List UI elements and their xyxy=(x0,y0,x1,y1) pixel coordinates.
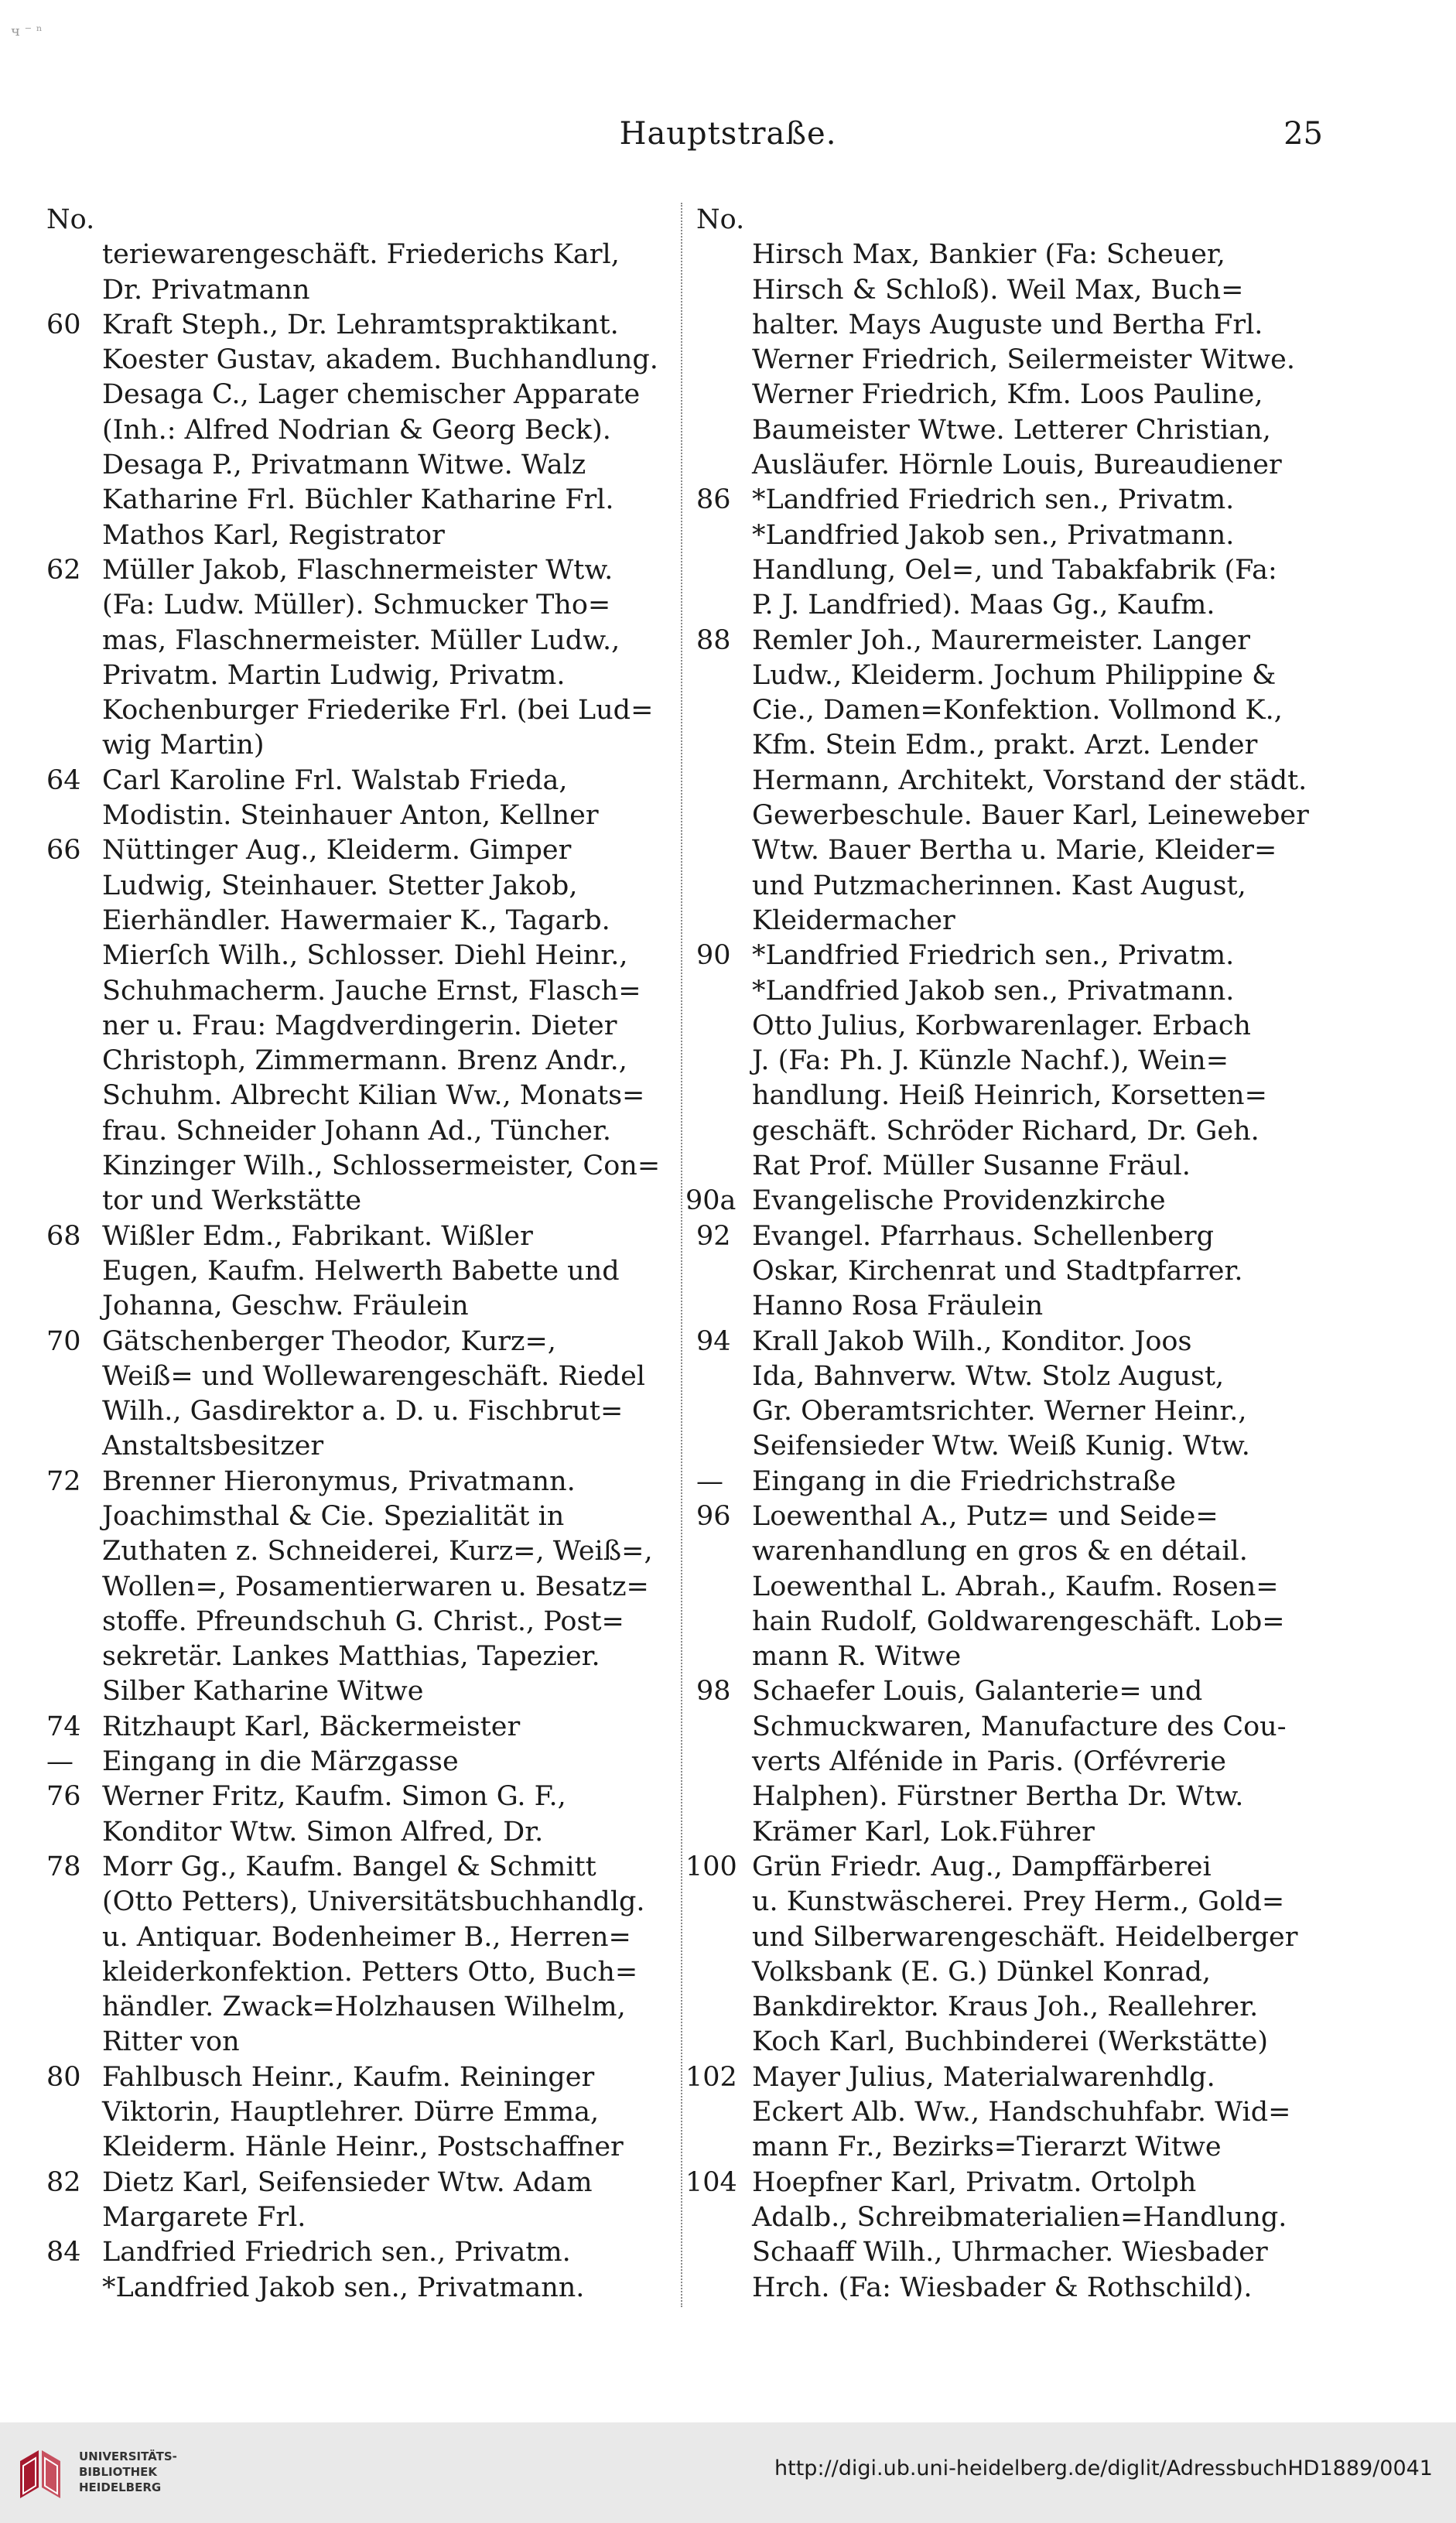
entry-line: Zuthaten z. Schneiderei, Kurz=, Weiß=, xyxy=(102,1536,653,1567)
address-entry xyxy=(696,1499,1331,1674)
house-number: 96 xyxy=(696,1500,731,1532)
address-entry xyxy=(46,553,681,764)
house-number: 62 xyxy=(46,554,81,586)
entry-line: Evangel. Pfarrhaus. Schellenberg xyxy=(752,1220,1215,1252)
entry-line: Eingang in die Märzgasse xyxy=(102,1746,459,1778)
entry-line: Hoepfner Karl, Privatm. Ortolph xyxy=(752,2166,1197,2198)
column-divider xyxy=(681,203,682,2307)
entry-line: Ludw., Kleiderm. Jochum Philippine & xyxy=(752,659,1277,691)
address-entry-continued xyxy=(696,238,1331,483)
entry-line: Kochenburger Friederike Frl. (bei Lud= xyxy=(102,695,654,726)
entry-line: Viktorin, Hauptlehrer. Dürre Emma, xyxy=(102,2097,600,2128)
address-entry xyxy=(696,1325,1331,1465)
house-number: 84 xyxy=(46,2237,81,2268)
page-number: 25 xyxy=(1283,116,1323,152)
entry-line: (Inh.: Alfred Nodrian & Georg Beck). xyxy=(102,414,611,446)
entry-line: *Landfried Jakob sen., Privatmann. xyxy=(752,975,1235,1007)
address-entry xyxy=(696,938,1331,1184)
house-number: 64 xyxy=(46,764,81,796)
logo-text-line: HEIDELBERG xyxy=(79,2480,162,2494)
entry-line: Müller Jakob, Flaschnermeister Wtw. xyxy=(102,554,614,586)
address-entry xyxy=(46,2166,681,2236)
entry-line: Baumeister Wtwe. Letterer Christian, xyxy=(752,414,1271,446)
entry-line: hain Rudolf, Goldwarengeschäft. Lob= xyxy=(752,1605,1285,1637)
entry-line: Modistin. Steinhauer Anton, Kellner xyxy=(102,800,599,832)
address-entry xyxy=(696,1465,1331,1499)
entry-line: Halphen). Fürstner Bertha Dr. Wtw. xyxy=(752,1781,1244,1813)
house-number: 98 xyxy=(696,1676,731,1708)
address-entry xyxy=(46,1779,681,1850)
entry-line: Handlung, Oel=, und Tabakfabrik (Fa: xyxy=(752,554,1277,586)
entry-line: Konditor Wtw. Simon Alfred, Dr. xyxy=(102,1816,544,1848)
entry-line: mann R. Witwe xyxy=(752,1641,962,1673)
entry-line: Loewenthal L. Abrah., Kaufm. Rosen= xyxy=(752,1571,1279,1602)
house-number: 100 xyxy=(685,1851,737,1882)
corner-mark: ч ⁻ ⁿ xyxy=(11,23,43,39)
entry-line: Desaga P., Privatmann Witwe. Walz xyxy=(102,450,586,481)
source-url-link[interactable]: http://digi.ub.uni-heidelberg.de/diglit/AdressbuchHD1889/0041 xyxy=(774,2456,1433,2480)
entry-line: Cie., Damen=Konfektion. Vollmond K., xyxy=(752,695,1283,726)
entry-line: Loewenthal A., Putz= und Seide= xyxy=(752,1500,1218,1532)
entry-line: Gätschenberger Theodor, Kurz=, xyxy=(102,1325,556,1357)
entry-line: Kleiderm. Hänle Heinr., Postschaffner xyxy=(102,2132,624,2163)
entry-line: Weiß= und Wollewarengeschäft. Riedel xyxy=(102,1360,645,1392)
entry-line: Grün Friedr. Aug., Dampffärberei xyxy=(752,1851,1212,1882)
house-number: 80 xyxy=(46,2061,81,2093)
library-logo-text xyxy=(79,2449,203,2495)
entry-line: Johanna, Geschw. Fräulein xyxy=(102,1291,469,1322)
entry-line: (Otto Petters), Universitätsbuchhandlg. xyxy=(102,1886,645,1918)
right-column xyxy=(685,203,1331,2306)
entry-line: Werner Friedrich, Kfm. Loos Pauline, xyxy=(752,379,1263,411)
address-entry xyxy=(46,2060,681,2166)
page-title: Hauptstraße. xyxy=(619,116,837,152)
house-number: 82 xyxy=(46,2166,81,2198)
entry-line: Dr. Privatmann xyxy=(102,274,310,306)
house-number: 90a xyxy=(685,1185,737,1217)
entry-line: Ritter von xyxy=(102,2026,240,2058)
entry-line: Brenner Hieronymus, Privatmann. xyxy=(102,1465,576,1497)
entry-line: und Putzmacherinnen. Kast August, xyxy=(752,870,1246,901)
address-entry xyxy=(685,1850,1331,2060)
entry-line: P. J. Landfried). Maas Gg., Kaufm. xyxy=(752,590,1215,621)
address-entry xyxy=(46,1850,681,2060)
house-number: 102 xyxy=(685,2061,737,2093)
entry-line: Mayer Julius, Materialwarenhdlg. xyxy=(752,2061,1215,2093)
house-number: 86 xyxy=(696,484,731,516)
house-number: 72 xyxy=(46,1465,81,1497)
entry-line: Hrch. (Fa: Wiesbader & Rothschild). xyxy=(752,2272,1253,2303)
house-number: 90 xyxy=(696,940,731,972)
entry-line: handlung. Heiß Heinrich, Korsetten= xyxy=(752,1080,1267,1112)
entry-line: händler. Zwack=Holzhausen Wilhelm, xyxy=(102,1991,626,2023)
address-entry xyxy=(46,833,681,1219)
entry-line: Kleidermacher xyxy=(752,904,955,936)
entry-line: Anstaltsbesitzer xyxy=(102,1431,324,1462)
entry-line: halter. Mays Auguste und Bertha Frl. xyxy=(752,309,1263,340)
entry-line: Werner Friedrich, Seilermeister Witwe. xyxy=(752,344,1295,376)
entry-line: Ida, Bahnverw. Wtw. Stolz August, xyxy=(752,1360,1225,1392)
entry-line: Ausläufer. Hörnle Louis, Bureaudiener xyxy=(752,450,1282,481)
entry-line: mann Fr., Bezirks=Tierarzt Witwe xyxy=(752,2132,1222,2163)
left-column xyxy=(46,203,681,2306)
entry-line: u. Antiquar. Bodenheimer B., Herren= xyxy=(102,1921,631,1953)
footer-bar xyxy=(0,2422,1456,2523)
entry-line: Margarete Frl. xyxy=(102,2201,306,2233)
address-entry xyxy=(46,1465,681,1710)
address-entry xyxy=(685,1184,1331,1219)
entry-line: Fahlbusch Heinr., Kaufm. Reininger xyxy=(102,2061,595,2093)
address-entry xyxy=(46,2235,681,2306)
entry-line: Krämer Karl, Lok.Führer xyxy=(752,1816,1095,1848)
address-entry xyxy=(696,624,1331,939)
entry-line: Mierſch Wilh., Schlosser. Diehl Heinr., xyxy=(102,940,628,972)
entry-line: Landfried Friedrich sen., Privatm. xyxy=(102,2237,571,2268)
entry-line: Wilh., Gasdirektor a. D. u. Fischbrut= xyxy=(102,1396,624,1427)
entry-line: *Landfried Friedrich sen., Privatm. xyxy=(752,940,1235,972)
entry-line: warenhandlung en gros & en détail. xyxy=(752,1536,1248,1567)
address-entry xyxy=(685,2060,1331,2166)
address-entry-continued xyxy=(46,238,681,308)
entry-line: Hermann, Architekt, Vorstand der städt. xyxy=(752,764,1307,796)
entry-line: Schmuckwaren, Manufacture des Cou- xyxy=(752,1711,1287,1742)
entry-line: Kfm. Stein Edm., prakt. Arzt. Lender xyxy=(752,730,1258,761)
entry-line: *Landfried Friedrich sen., Privatm. xyxy=(752,484,1235,516)
address-entry xyxy=(696,483,1331,623)
entry-line: Carl Karoline Frl. Walstab Frieda, xyxy=(102,764,568,796)
entry-line: Wißler Edm., Fabrikant. Wißler xyxy=(102,1220,533,1252)
entry-line: mas, Flaschnermeister. Müller Ludw., xyxy=(102,624,620,656)
house-number: 78 xyxy=(46,1851,81,1882)
entry-line: Privatm. Martin Ludwig, Privatm. xyxy=(102,659,566,691)
entry-line: Eugen, Kaufm. Helwerth Babette und xyxy=(102,1255,620,1287)
entry-line: Hirsch & Schloß). Weil Max, Buch= xyxy=(752,274,1244,306)
entry-line: ner u. Frau: Magdverdingerin. Dieter xyxy=(102,1010,617,1041)
entry-line: Koester Gustav, akadem. Buchhandlung. xyxy=(102,344,658,376)
house-number: 66 xyxy=(46,835,81,867)
entry-line: Kinzinger Wilh., Schlossermeister, Con= xyxy=(102,1150,661,1182)
no-label-left: No. xyxy=(46,204,95,235)
entry-line: Bankdirektor. Kraus Joh., Reallehrer. xyxy=(752,1991,1259,2023)
house-number: 104 xyxy=(685,2166,737,2198)
logo-text-line: UNIVERSITÄTS- xyxy=(79,2449,177,2463)
entry-line: Katharine Frl. Büchler Katharine Frl. xyxy=(102,484,614,516)
house-number: 70 xyxy=(46,1325,81,1357)
entry-line: Desaga C., Lager chemischer Apparate xyxy=(102,379,641,411)
house-number: — xyxy=(46,1746,73,1778)
library-logo-icon xyxy=(15,2444,70,2506)
entry-line: *Landfried Jakob sen., Privatmann. xyxy=(752,519,1235,551)
entry-line: Adalb., Schreibmaterialien=Handlung. xyxy=(752,2201,1287,2233)
entry-line: (Fa: Ludw. Müller). Schmucker Tho= xyxy=(102,590,611,621)
address-entry xyxy=(46,1745,681,1779)
entry-line: Schaaff Wilh., Uhrmacher. Wiesbader xyxy=(752,2237,1268,2268)
entry-line: kleiderkonfektion. Petters Otto, Buch= xyxy=(102,1956,638,1988)
entry-line: Hanno Rosa Fräulein xyxy=(752,1291,1044,1322)
entry-line: Schuhm. Albrecht Kilian Ww., Monats= xyxy=(102,1080,645,1112)
house-number: 74 xyxy=(46,1711,81,1742)
entry-line: u. Kunstwäscherei. Prey Herm., Gold= xyxy=(752,1886,1285,1918)
entry-line: Christoph, Zimmermann. Brenz Andr., xyxy=(102,1045,627,1077)
house-number: — xyxy=(696,1465,723,1497)
entry-line: Koch Karl, Buchbinderei (Werkstätte) xyxy=(752,2026,1268,2058)
page-header xyxy=(0,116,1456,162)
entry-line: Kraft Steph., Dr. Lehramtspraktikant. xyxy=(102,309,619,340)
entry-line: J. (Fa: Ph. J. Künzle Nachf.), Wein= xyxy=(752,1045,1229,1077)
entry-line: Gewerbeschule. Bauer Karl, Leineweber xyxy=(752,800,1309,832)
entry-line: frau. Schneider Johann Ad., Tüncher. xyxy=(102,1115,611,1147)
entry-line: Werner Fritz, Kaufm. Simon G. F., xyxy=(102,1781,566,1813)
address-entry xyxy=(46,764,681,834)
entry-line: und Silberwarengeschäft. Heidelberger xyxy=(752,1921,1298,1953)
house-number: 94 xyxy=(696,1325,731,1357)
address-entry xyxy=(696,1219,1331,1325)
address-entry xyxy=(696,1674,1331,1849)
address-entry xyxy=(46,1710,681,1745)
entry-line: teriewarengeschäft. Friederichs Karl, xyxy=(102,239,620,271)
entry-line: Silber Katharine Witwe xyxy=(102,1676,424,1708)
entry-line: geschäft. Schröder Richard, Dr. Geh. xyxy=(752,1115,1259,1147)
entry-line: Eingang in die Friedrichstraße xyxy=(752,1465,1177,1497)
entry-line: Wollen=, Posamentierwaren u. Besatz= xyxy=(102,1571,649,1602)
no-label-right: No. xyxy=(696,204,745,235)
entry-line: Seifensieder Wtw. Weiß Kunig. Wtw. xyxy=(752,1431,1250,1462)
entry-line: stoffe. Pfreundschuh G. Christ., Post= xyxy=(102,1605,624,1637)
entry-line: Joachimsthal & Cie. Spezialität in xyxy=(102,1500,565,1532)
house-number: 88 xyxy=(696,624,731,656)
entry-line: *Landfried Jakob sen., Privatmann. xyxy=(102,2272,585,2303)
entry-line: wig Martin) xyxy=(102,730,265,761)
entry-line: Gr. Oberamtsrichter. Werner Heinr., xyxy=(752,1396,1247,1427)
address-entry xyxy=(46,308,681,553)
house-number: 92 xyxy=(696,1220,731,1252)
entry-line: Volksbank (E. G.) Dünkel Konrad, xyxy=(752,1956,1212,1988)
entry-line: Hirsch Max, Bankier (Fa: Scheuer, xyxy=(752,239,1225,271)
entry-line: Mathos Karl, Registrator xyxy=(102,519,445,551)
entry-line: Remler Joh., Maurermeister. Langer xyxy=(752,624,1250,656)
entry-line: Otto Julius, Korbwarenlager. Erbach xyxy=(752,1010,1251,1041)
address-entry xyxy=(46,1219,681,1325)
house-number: 60 xyxy=(46,309,81,340)
entry-line: verts Alfénide in Paris. (Orfévrerie xyxy=(752,1746,1226,1778)
address-entry xyxy=(685,2166,1331,2306)
entry-line: Eierhändler. Hawermaier K., Tagarb. xyxy=(102,904,610,936)
library-logo[interactable] xyxy=(15,2444,186,2506)
entry-line: Morr Gg., Kaufm. Bangel & Schmitt xyxy=(102,1851,596,1882)
entry-line: Ludwig, Steinhauer. Stetter Jakob, xyxy=(102,870,578,901)
entry-line: Ritzhaupt Karl, Bäckermeister xyxy=(102,1711,521,1742)
address-entry xyxy=(46,1325,681,1465)
house-number: 68 xyxy=(46,1220,81,1252)
entry-line: Schaefer Louis, Galanterie= und xyxy=(752,1676,1203,1708)
entry-line: sekretär. Lankes Matthias, Tapezier. xyxy=(102,1641,600,1673)
entry-line: tor und Werkstätte xyxy=(102,1185,362,1217)
entry-line: Wtw. Bauer Bertha u. Marie, Kleider= xyxy=(752,835,1277,867)
entry-line: Oskar, Kirchenrat und Stadtpfarrer. xyxy=(752,1255,1243,1287)
entry-line: Evangelische Providenzkirche xyxy=(752,1185,1166,1217)
entry-line: Eckert Alb. Ww., Handschuhfabr. Wid= xyxy=(752,2097,1291,2128)
entry-line: Nüttinger Aug., Kleiderm. Gimper xyxy=(102,835,572,867)
entry-line: Dietz Karl, Seifensieder Wtw. Adam xyxy=(102,2166,593,2198)
logo-text-line: BIBLIOTHEK xyxy=(79,2465,157,2479)
entry-line: Krall Jakob Wilh., Konditor. Joos xyxy=(752,1325,1192,1357)
house-number: 76 xyxy=(46,1781,81,1813)
entry-line: Schuhmacherm. Jauche Ernst, Flasch= xyxy=(102,975,641,1007)
entry-line: Rat Prof. Müller Susanne Fräul. xyxy=(752,1150,1191,1182)
